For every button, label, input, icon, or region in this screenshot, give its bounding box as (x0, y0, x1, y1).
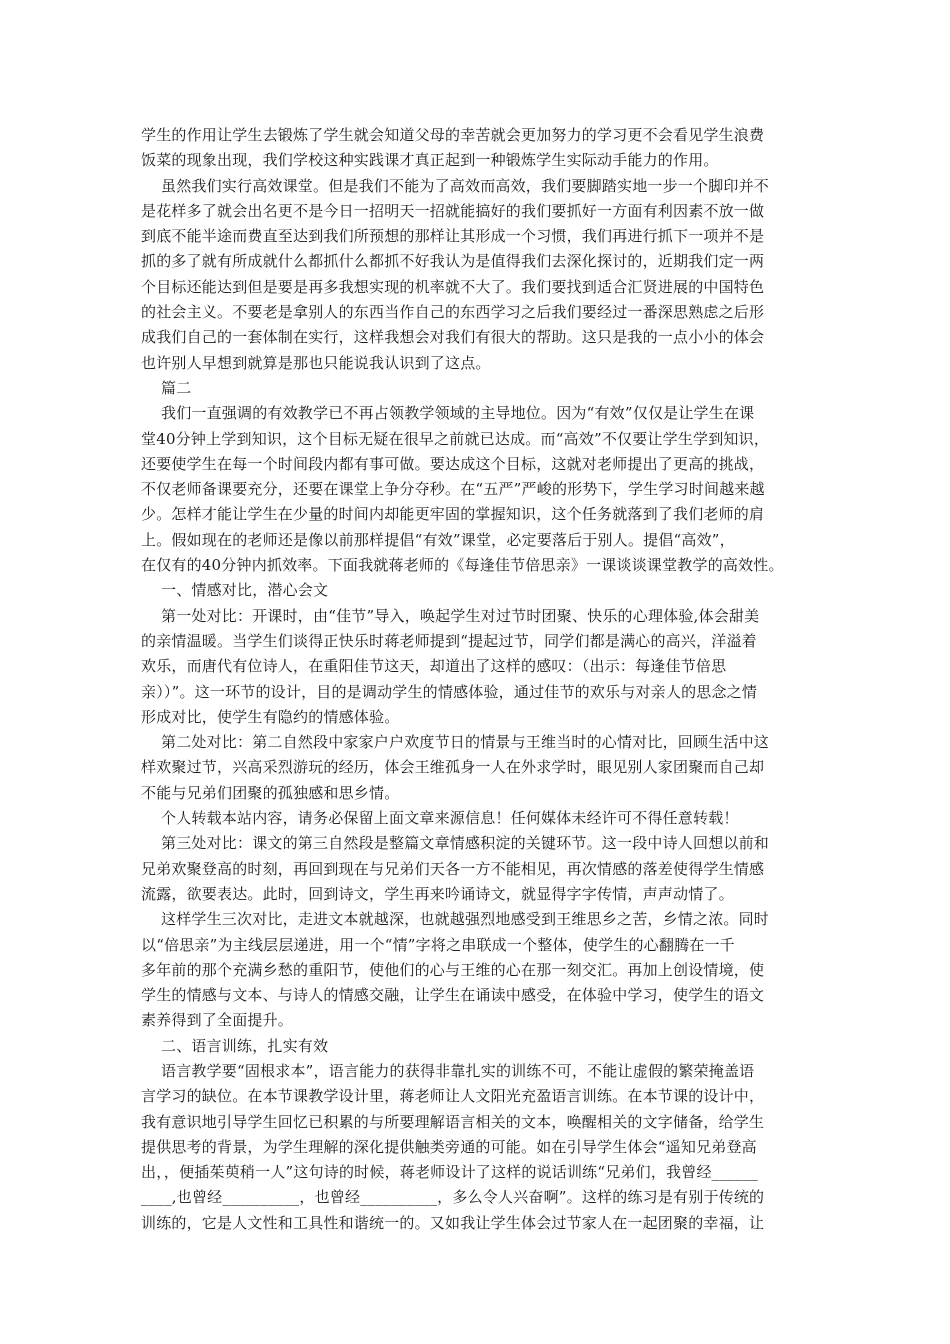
text-line: 抓的多了就有所成就什么都抓什么都抓不好我认为是值得我们去深化探讨的，近期我们定一两 (141, 252, 765, 271)
text-line: 上。假如现在的老师还是像以前那样提倡“有效”课堂，必定要落后于别人。提倡“高效”， (141, 530, 735, 549)
text-line: 第一处对比：开课时，由“佳节”导入，唤起学生对过节时团聚、快乐的心理体验,体会甜美 (161, 606, 760, 625)
text-line: 多年前的那个充满乡愁的重阳节，使他们的心与王维的心在那一刻交汇。再加上创设情境，使 (141, 960, 765, 979)
text-line: 成我们自己的一套体制在实行，这样我想会对我们有很大的帮助。这只是我的一点小小的体会 (141, 328, 765, 347)
text-line: 个目标还能达到但是要是再多我想实现的机率就不大了。我们要找到适合汇贤进展的中国特色 (141, 277, 765, 296)
text-line: 还要使学生在每一个时间段内都有事可做。要达成这个目标，这就对老师提出了更高的挑战， (141, 454, 765, 473)
text-line: 提供思考的背景，为学生理解的深化提供触类旁通的可能。如在引导学生体会“遥知兄弟登高 (141, 1137, 757, 1156)
text-line: 的亲情温暖。当学生们谈得正快乐时蒋老师提到“提起过节，同学们都是满心的高兴，洋溢着 (141, 631, 757, 650)
text-line: 言学习的缺位。在本节课教学设计里，蒋老师让人文阳光充盈语言训练。在本节课的设计中， (141, 1087, 765, 1106)
text-line: 我们一直强调的有效教学已不再占领教学领域的主导地位。因为“有效”仅仅是让学生在课 (161, 404, 755, 423)
text-line: 学生的情感与文本、与诗人的情感交融，让学生在诵读中感受，在体验中学习，使学生的语文 (141, 986, 765, 1005)
text-line: 第三处对比：课文的第三自然段是整篇文章情感积淀的关键环节。这一段中诗人回想以前和 (161, 834, 770, 853)
text-line: 欢乐，而唐代有位诗人，在重阳佳节这天，却道出了这样的感叹：（出示：每逢佳节倍思 (141, 657, 727, 676)
text-line: 也许别人早想到就算是那也只能说我认识到了这点。 (141, 353, 491, 372)
text-line: 出，，便插茱萸稍一人”这句诗的时候，蒋老师设计了这样的说话训练“兄弟们，我曾经______ (141, 1163, 758, 1182)
text-line: ____,也曾经__________，也曾经__________，多么令人兴奋啊”。这样的练习是有别于传统的 (141, 1188, 765, 1207)
text-line: 二、语言训练，扎实有效 (161, 1036, 329, 1055)
text-line: 不能与兄弟们团聚的孤独感和思乡情。 (141, 783, 400, 802)
text-line: 这样学生三次对比，走进文本就越深，也就越强烈地感受到王维思乡之苦，乡情之浓。同时 (161, 910, 770, 929)
text-line: 虽然我们实行高效课堂。但是我们不能为了高效而高效，我们要脚踏实地一步一个脚印并不 (161, 176, 770, 195)
text-line: 饭菜的现象出现，我们学校这种实践课才真正起到一种锻炼学生实际动手能力的作用。 (141, 151, 719, 170)
text-line: 在仅有的40分钟内抓效率。下面我就蒋老师的《每逢佳节倍思亲》一课谈谈课堂教学的高效性。 (141, 556, 784, 575)
text-line: 一、情感对比，潜心会文 (161, 581, 329, 600)
text-line: 亲））”。这一环节的设计，目的是调动学生的情感体验，通过佳节的欢乐与对亲人的思念之情 (141, 682, 758, 701)
text-line: 以“倍思亲”为主线层层递进，用一个“情”字将之串联成一个整体，使学生的心翻腾在一千 (141, 935, 735, 954)
text-line: 是花样多了就会出名更不是今日一招明天一招就能搞好的我们要抓好一方面有利因素不放一做 (141, 201, 765, 220)
text-line: 少。怎样才能让学生在少量的时间内却能更牢固的掌握知识，这个任务就落到了我们老师的肩 (141, 505, 765, 524)
text-line: 我有意识地引导学生回忆已积累的与所要理解语言相关的文本，唤醒相关的文字储备，给学生 (141, 1112, 765, 1131)
text-line: 篇二 (161, 378, 192, 397)
text-line: 样欢聚过节，兴高采烈游玩的经历，体会王维孤身一人在外求学时，眼见别人家团聚而自己却 (141, 758, 765, 777)
text-line: 兄弟欢聚登高的时刻，再回到现在与兄弟们天各一方不能相见，再次情感的落差使得学生情感 (141, 859, 765, 878)
text-line: 第二处对比：第二自然段中家家户户欢度节日的情景与王维当时的心情对比，回顾生活中这 (161, 733, 770, 752)
document-body (141, 123, 811, 1236)
text-line: 语言教学要“固根求本”，语言能力的获得非靠扎实的训练不可，不能让虚假的繁荣掩盖语 (161, 1061, 755, 1080)
text-line: 到底不能半途而费直至达到我们所预想的那样让其形成一个习惯，我们再进行抓下一项并不是 (141, 227, 765, 246)
text-line: 流露，欲要表达。此时，回到诗文，学生再来吟诵诗文，就显得字字传情，声声动情了。 (141, 884, 734, 903)
text-line: 训练的，它是人文性和工具性和谐统一的。又如我让学生体会过节家人在一起团聚的幸福，让 (141, 1213, 765, 1232)
text-line: 堂40分钟上学到知识，这个目标无疑在很早之前就已达成。而“高效”不仅要让学生学到知识， (141, 429, 770, 448)
text-line: 的社会主义。不要老是拿别人的东西当作自己的东西学习之后我们要经过一番深思熟虑之后形 (141, 303, 765, 322)
text-line: 形成对比，使学生有隐约的情感体验。 (141, 707, 400, 726)
text-line: 不仅老师备课要充分，还要在课堂上争分夺秒。在“五严”严峻的形势下，学生学习时间越来越 (141, 480, 765, 499)
text-line: 个人转载本站内容，请务必保留上面文章来源信息！任何媒体未经许可不得任意转载！ (161, 809, 739, 828)
text-line: 学生的作用让学生去锻炼了学生就会知道父母的幸苦就会更加努力的学习更不会看见学生浪费 (141, 126, 765, 144)
text-line: 素养得到了全面提升。 (141, 1011, 294, 1030)
